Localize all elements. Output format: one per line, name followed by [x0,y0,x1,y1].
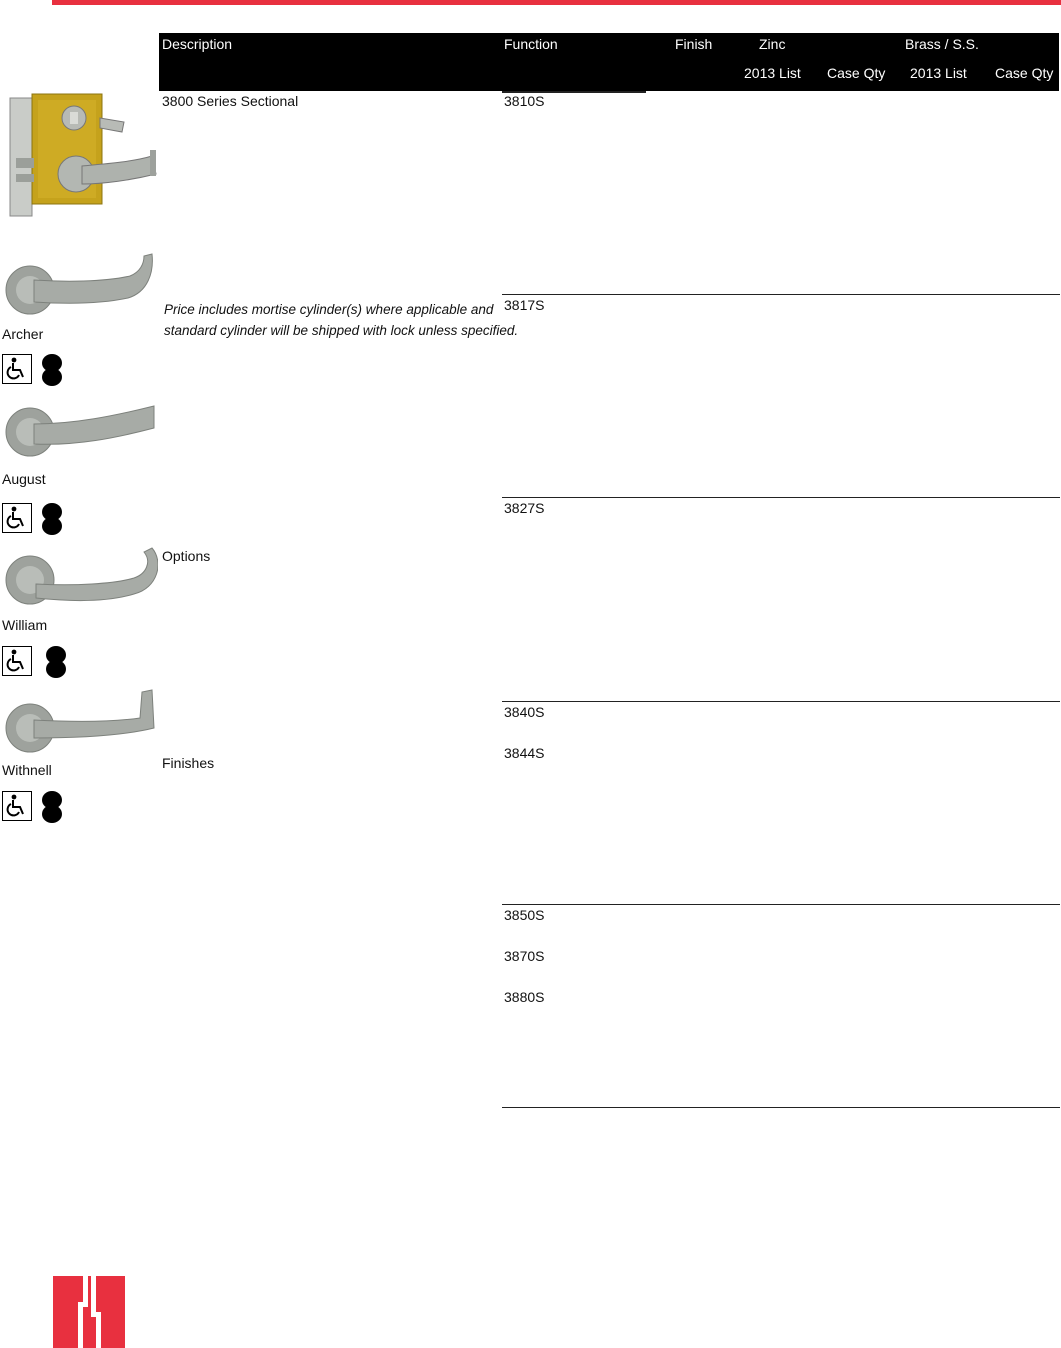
lever-withnell-image [2,688,156,762]
header-brass-list: 2013 List [910,65,967,81]
cylinder-note [164,299,518,341]
hole-pattern-icon [42,791,62,823]
header-zinc-case: Case Qty [827,65,886,81]
lever-name-august: August [2,471,46,487]
lever-name-archer: Archer [2,326,44,342]
function-3844s: 3844S [504,745,545,761]
accessibility-icon [2,791,32,821]
function-3880s: 3880S [504,989,545,1005]
header-description: Description [162,36,233,52]
header-zinc-list: 2013 List [744,65,801,81]
header-finish: Finish [675,36,713,52]
accessibility-icon [2,646,32,676]
hole-pattern-icon [46,646,66,678]
finishes-label: Finishes [162,755,215,771]
header-zinc: Zinc [759,36,786,52]
header-function: Function [504,36,558,52]
lever-william-image [4,544,158,612]
table-header [159,33,1059,91]
cylinder-note-line-2: standard cylinder will be shipped with lock unless specified. [164,323,519,338]
product-title: 3800 Series Sectional [162,93,299,109]
cylinder-note-line-1: Price includes mortise cylinder(s) where applicable and [164,302,494,317]
lever-name-william: William [2,617,48,633]
brand-logo [53,1276,125,1348]
header-brass: Brass / S.S. [905,36,979,52]
function-3817s: 3817S [504,297,545,313]
lever-archer-image [4,250,156,320]
header-brass-case: Case Qty [995,65,1054,81]
row-divider [502,294,1060,295]
top-accent-rule [52,0,1061,5]
function-3827s: 3827S [504,500,545,516]
row-divider [502,904,1060,905]
row-divider [502,497,1060,498]
row-divider [502,701,1060,702]
hole-pattern-icon [42,354,62,386]
function-3870s: 3870S [504,948,545,964]
accessibility-icon [2,503,32,533]
function-3850s: 3850S [504,907,545,923]
function-3840s: 3840S [504,704,545,720]
hole-pattern-icon [42,503,62,535]
row-divider [502,1107,1060,1108]
lever-name-withnell: Withnell [2,762,52,778]
function-3810s: 3810S [504,93,545,109]
lockset-image [4,88,158,222]
accessibility-icon [2,354,32,384]
options-label: Options [162,548,211,564]
lever-august-image [4,398,156,468]
